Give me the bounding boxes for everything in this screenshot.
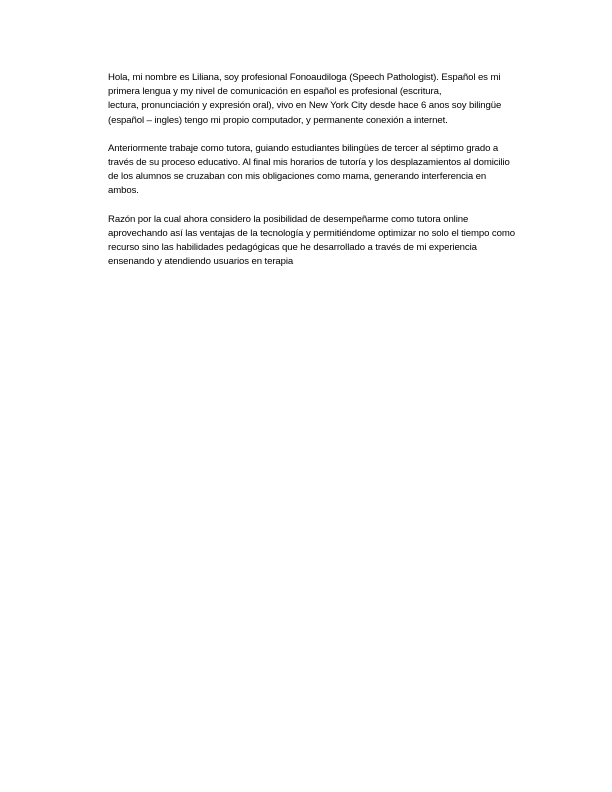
text-line: través de su proceso educativo. Al final mis horarios de tutoría y los desplazamientos al domicilio [108,157,510,169]
paragraph-experience [108,142,548,199]
text-line: recurso sino las habilidades pedagógicas que he desarrollado a través de mi experiencia [108,242,477,254]
paragraph-motivation [108,213,548,270]
text-line: lectura, pronunciación y expresión oral), vivo en New York City desde hace 6 anos soy bilingüe [108,100,502,112]
text-line: Hola, mi nombre es Liliana, soy profesional Fonoaudiloga (Speech Pathologist). Español es mi [108,72,501,83]
text-line: ambos. [108,185,139,197]
text-line: ensenando y atendiendo usuarios en terapia [108,256,294,268]
text-line: (español – ingles) tengo mi propio computador, y permanente conexión a internet. [108,114,448,126]
text-line: de los alumnos se cruzaban con mis obligaciones como mama, generando interferencia en [108,171,487,183]
text-line: Anteriormente trabaje como tutora, guiando estudiantes bilingües de tercer al séptimo grado a [108,142,499,154]
document-body [108,71,548,283]
text-line: Razón por la cual ahora considero la posibilidad de desempeñarme como tutora online [108,213,469,225]
paragraph-introduction [108,71,548,128]
text-line: primera lengua y my nivel de comunicación en español es profesional (escritura, [108,86,442,98]
text-line: aprovechando así las ventajas de la tecnología y permitiéndome optimizar no solo el tiempo como [108,227,515,239]
